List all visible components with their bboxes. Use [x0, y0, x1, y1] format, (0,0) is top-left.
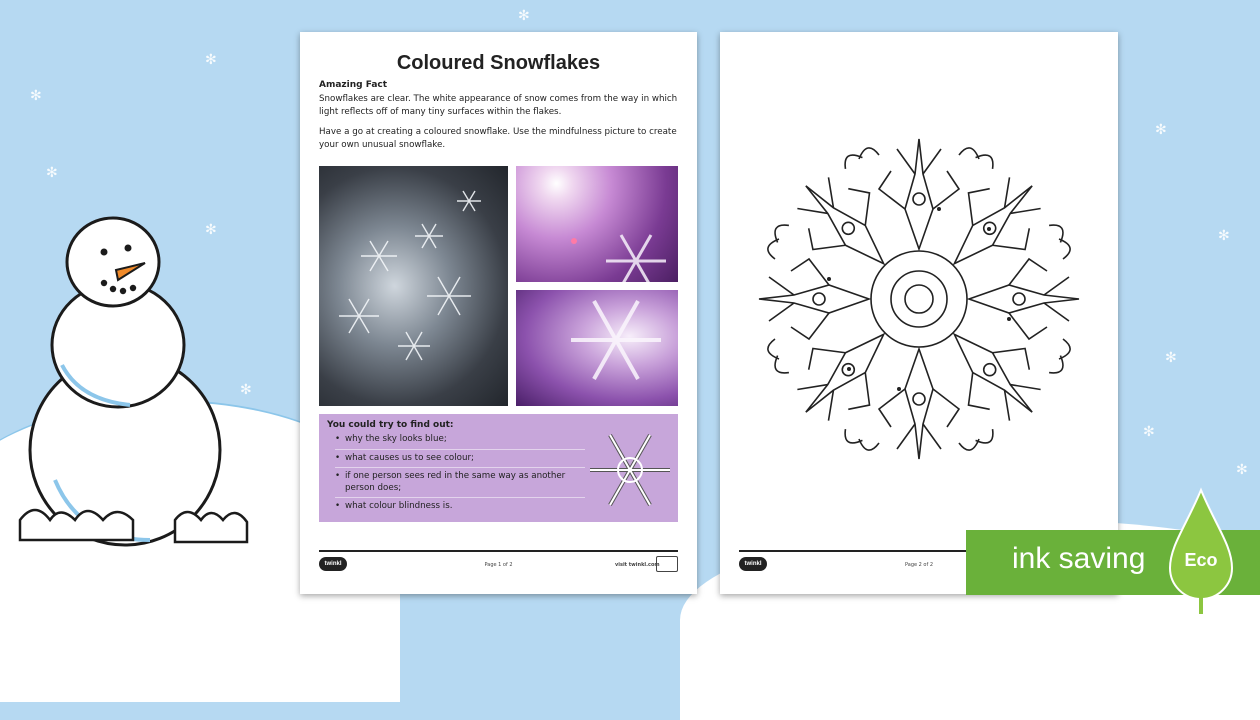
- snowman-illustration: [0, 0, 320, 630]
- purple-snowflake-photo-bottom: [516, 290, 678, 406]
- twinkl-logo: twinkl: [319, 557, 347, 571]
- background-snowflake: ✻: [240, 382, 252, 398]
- snow-crystals-photo: [319, 166, 508, 406]
- footer-divider: [319, 550, 678, 552]
- find-out-heading: You could try to find out:: [327, 420, 454, 430]
- list-item: • if one person sees red in the same way as another person does;: [335, 468, 585, 498]
- background-snowflake: ✻: [1165, 350, 1177, 366]
- worksheet-page-2: [720, 32, 1118, 594]
- background-snowflake: ✻: [1155, 122, 1167, 138]
- background-snowflake: ✻: [30, 88, 42, 104]
- purple-snowflake-photo-top: [516, 166, 678, 282]
- background-snowflake: ✻: [205, 52, 217, 68]
- list-item: • what colour blindness is.: [335, 498, 585, 516]
- background-snowflake: ✻: [205, 222, 217, 238]
- page-title: Coloured Snowflakes: [396, 52, 601, 74]
- page-number: Page 1 of 2: [484, 562, 513, 568]
- snowflake-icon: [585, 422, 675, 518]
- amazing-fact-heading: Amazing Fact: [319, 80, 388, 90]
- worksheet-page-1: [300, 32, 697, 594]
- instruction-paragraph: Have a go at creating a coloured snowflake. Use the mindfulness picture to create your own unusual snowflake.: [319, 127, 677, 150]
- list-item: • what causes us to see colour;: [335, 450, 585, 469]
- twinkl-logo: twinkl: [739, 557, 767, 571]
- eco-label: Eco: [1184, 550, 1218, 570]
- find-out-list: [335, 431, 585, 516]
- site-url: visit twinkl.com: [615, 562, 660, 568]
- ink-saving-label: ink saving: [1012, 542, 1146, 575]
- list-item: • why the sky looks blue;: [335, 431, 585, 450]
- background-snowflake: ✻: [1218, 228, 1230, 244]
- quality-stamp-icon: [656, 556, 678, 572]
- background-snowflake: ✻: [46, 165, 58, 181]
- page-number: Page 2 of 2: [904, 562, 934, 568]
- background-snowflake: ✻: [518, 8, 530, 24]
- background-snowflake: ✻: [1236, 462, 1248, 478]
- background-snowflake: ✻: [1143, 424, 1155, 440]
- find-out-box: [319, 414, 678, 522]
- fact-paragraph: Snowflakes are clear. The white appearance of snow comes from the way in which light reflects off of many tiny surfaces within the flakes.: [319, 94, 678, 117]
- snowflake-mandala-colouring: [734, 114, 1104, 484]
